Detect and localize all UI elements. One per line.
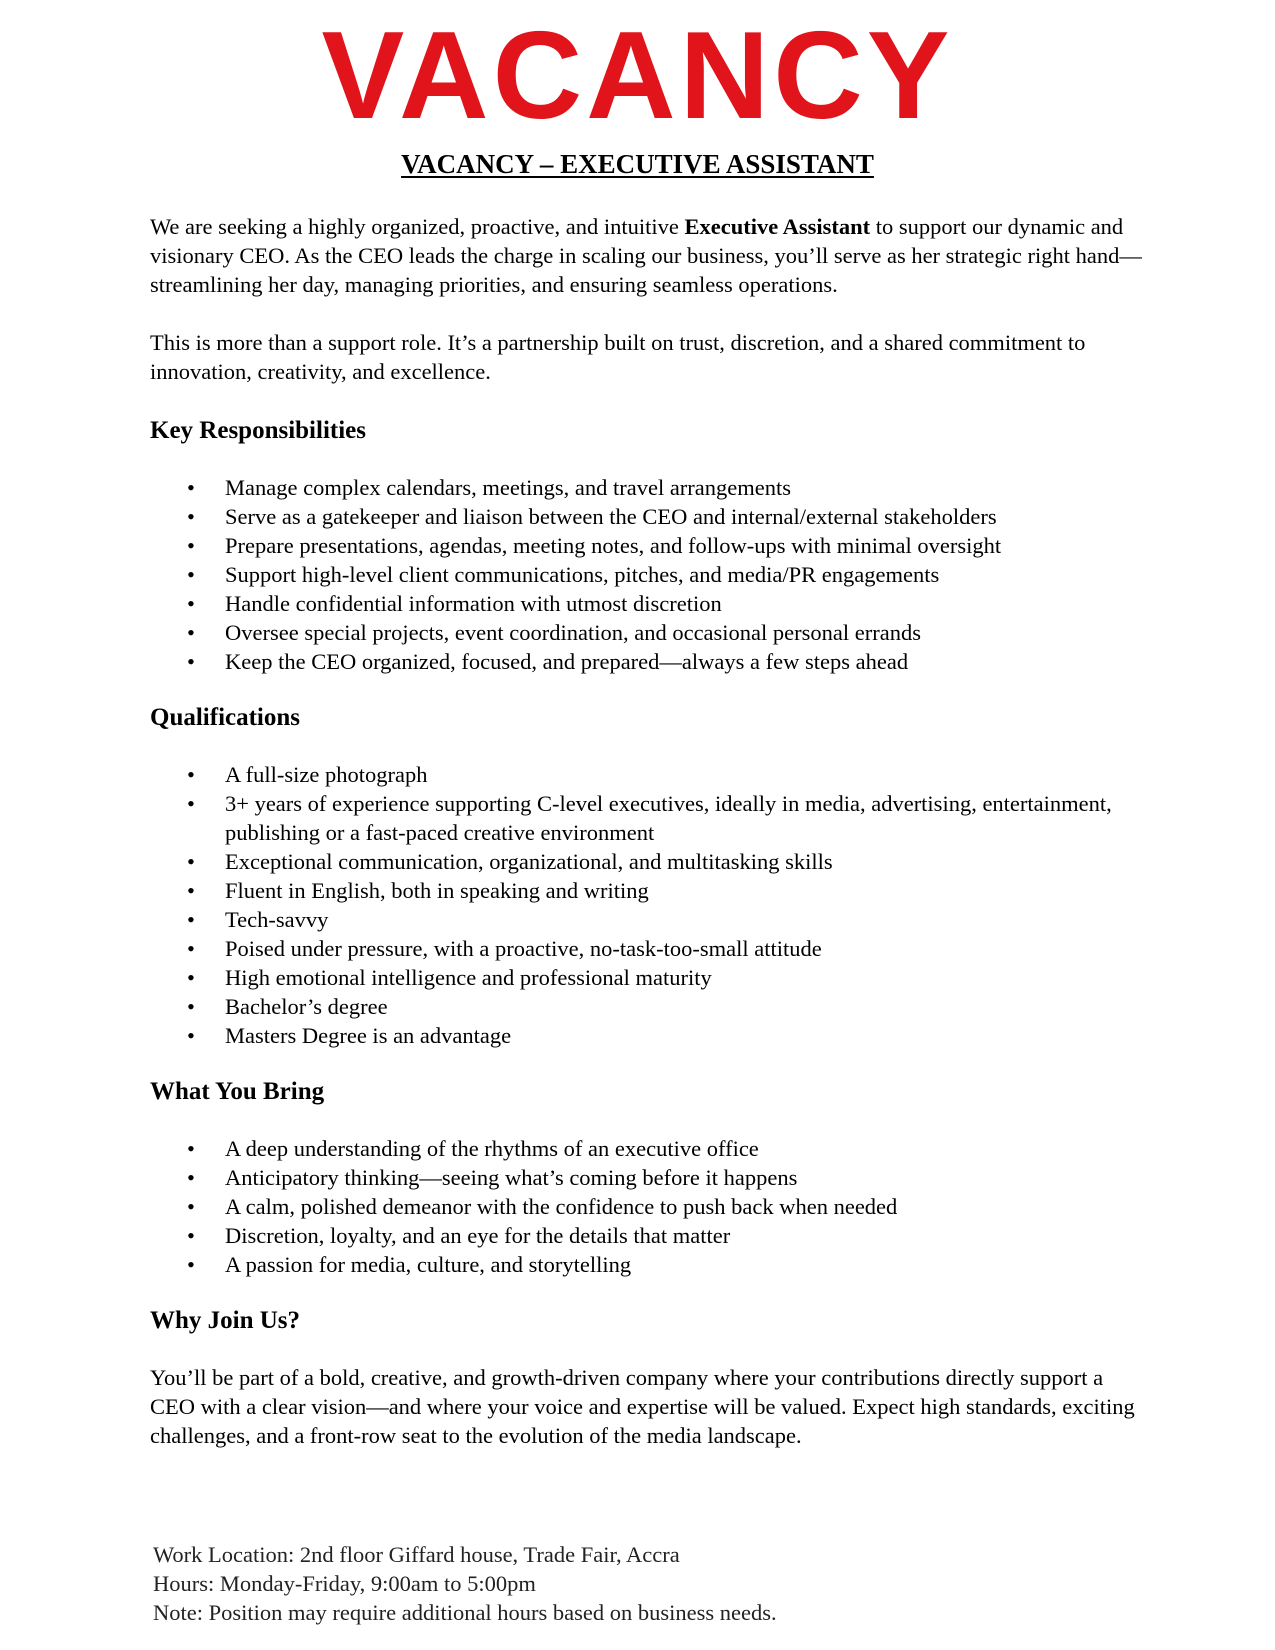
bullet-icon: • bbox=[187, 533, 195, 558]
bullet-icon: • bbox=[187, 1136, 195, 1161]
bullet-icon: • bbox=[187, 878, 195, 903]
list-item: • A deep understanding of the rhythms of an executive office bbox=[187, 1136, 759, 1161]
what-you-bring-list bbox=[150, 1134, 1150, 1279]
bullet-icon: • bbox=[187, 1252, 195, 1277]
bullet-icon: • bbox=[187, 620, 195, 645]
document-body bbox=[150, 212, 1150, 1479]
intro-text-end: to support our dynamic and visionary CEO. As the CEO leads the charge in scaling our business, you’ll serve as her strategic right hand—streamlining her day, managing priorities, and ensuring seamless operations. bbox=[150, 214, 1142, 297]
bullet-icon: • bbox=[187, 504, 195, 529]
list-item: • Tech-savvy bbox=[187, 907, 329, 932]
what-you-bring-heading: What You Bring bbox=[150, 1078, 325, 1105]
bullet-icon: • bbox=[187, 762, 195, 787]
bullet-icon: • bbox=[187, 1165, 195, 1190]
bullet-icon: • bbox=[187, 936, 195, 961]
list-item: • A full-size photograph bbox=[187, 762, 428, 787]
list-item: • 3+ years of experience supporting C-level executives, ideally in media, advertising, entertainment, publishing or a fast-paced creative environment bbox=[187, 791, 1112, 845]
list-item: • Handle confidential information with utmost discretion bbox=[187, 591, 722, 616]
list-item: • Discretion, loyalty, and an eye for the details that matter bbox=[187, 1223, 731, 1248]
list-item: • Prepare presentations, agendas, meeting notes, and follow-ups with minimal oversight bbox=[187, 533, 1002, 558]
intro-text-start: We are seeking a highly organized, proactive, and intuitive bbox=[150, 214, 685, 239]
list-item: • Poised under pressure, with a proactive, no-task-too-small attitude bbox=[187, 936, 822, 961]
work-location: Work Location: 2nd floor Giffard house, Trade Fair, Accra bbox=[153, 1542, 680, 1567]
bullet-icon: • bbox=[187, 907, 195, 932]
bullet-icon: • bbox=[187, 965, 195, 990]
responsibilities-list bbox=[150, 473, 1150, 676]
list-item: • A calm, polished demeanor with the confidence to push back when needed bbox=[187, 1194, 898, 1219]
bullet-icon: • bbox=[187, 1194, 195, 1219]
bullet-icon: • bbox=[187, 1223, 195, 1248]
list-item: • Anticipatory thinking—seeing what’s coming before it happens bbox=[187, 1165, 798, 1190]
intro-paragraph bbox=[150, 212, 1150, 299]
responsibilities-heading: Key Responsibilities bbox=[150, 417, 366, 444]
qualifications-heading: Qualifications bbox=[150, 704, 301, 731]
why-join-paragraph: You’ll be part of a bold, creative, and growth-driven company where your contributions directly support a CEO with a clear vision—and where your voice and expertise will be valued. Expect high standards, exciting challenges, and a front-row seat to the evolution of the media landscape. bbox=[150, 1365, 1135, 1448]
list-item: • Support high-level client communications, pitches, and media/PR engagements bbox=[187, 562, 940, 587]
list-item: • Masters Degree is an advantage bbox=[187, 1023, 512, 1048]
bullet-icon: • bbox=[187, 994, 195, 1019]
bullet-icon: • bbox=[187, 475, 195, 500]
job-details-footer bbox=[153, 1540, 1153, 1627]
vacancy-banner: VACANCY bbox=[321, 7, 954, 145]
intro-role-emphasis: Executive Assistant bbox=[684, 214, 871, 239]
qualifications-list bbox=[150, 760, 1150, 1050]
list-item: • Serve as a gatekeeper and liaison between the CEO and internal/external stakeholders bbox=[187, 504, 997, 529]
list-item: • A passion for media, culture, and storytelling bbox=[187, 1252, 632, 1277]
partnership-paragraph: This is more than a support role. It’s a partnership built on trust, discretion, and a shared commitment to innovation, creativity, and excellence. bbox=[150, 330, 1086, 384]
page-title: VACANCY – EXECUTIVE ASSISTANT bbox=[401, 149, 874, 179]
work-hours: Hours: Monday-Friday, 9:00am to 5:00pm bbox=[153, 1571, 536, 1596]
list-item: • Keep the CEO organized, focused, and prepared—always a few steps ahead bbox=[187, 649, 909, 674]
hours-note: Note: Position may require additional hours based on business needs. bbox=[153, 1600, 777, 1625]
why-join-heading: Why Join Us? bbox=[150, 1307, 301, 1334]
bullet-icon: • bbox=[187, 562, 195, 587]
bullet-icon: • bbox=[187, 1023, 195, 1048]
list-item: • Exceptional communication, organizational, and multitasking skills bbox=[187, 849, 833, 874]
bullet-icon: • bbox=[187, 591, 195, 616]
bullet-icon: • bbox=[187, 849, 195, 874]
list-item: • Oversee special projects, event coordination, and occasional personal errands bbox=[187, 620, 921, 645]
list-item: • Manage complex calendars, meetings, and travel arrangements bbox=[187, 475, 792, 500]
list-item: • High emotional intelligence and professional maturity bbox=[187, 965, 712, 990]
bullet-icon: • bbox=[187, 649, 195, 674]
list-item: • Bachelor’s degree bbox=[187, 994, 388, 1019]
bullet-icon: • bbox=[187, 791, 195, 816]
list-item: • Fluent in English, both in speaking and writing bbox=[187, 878, 649, 903]
